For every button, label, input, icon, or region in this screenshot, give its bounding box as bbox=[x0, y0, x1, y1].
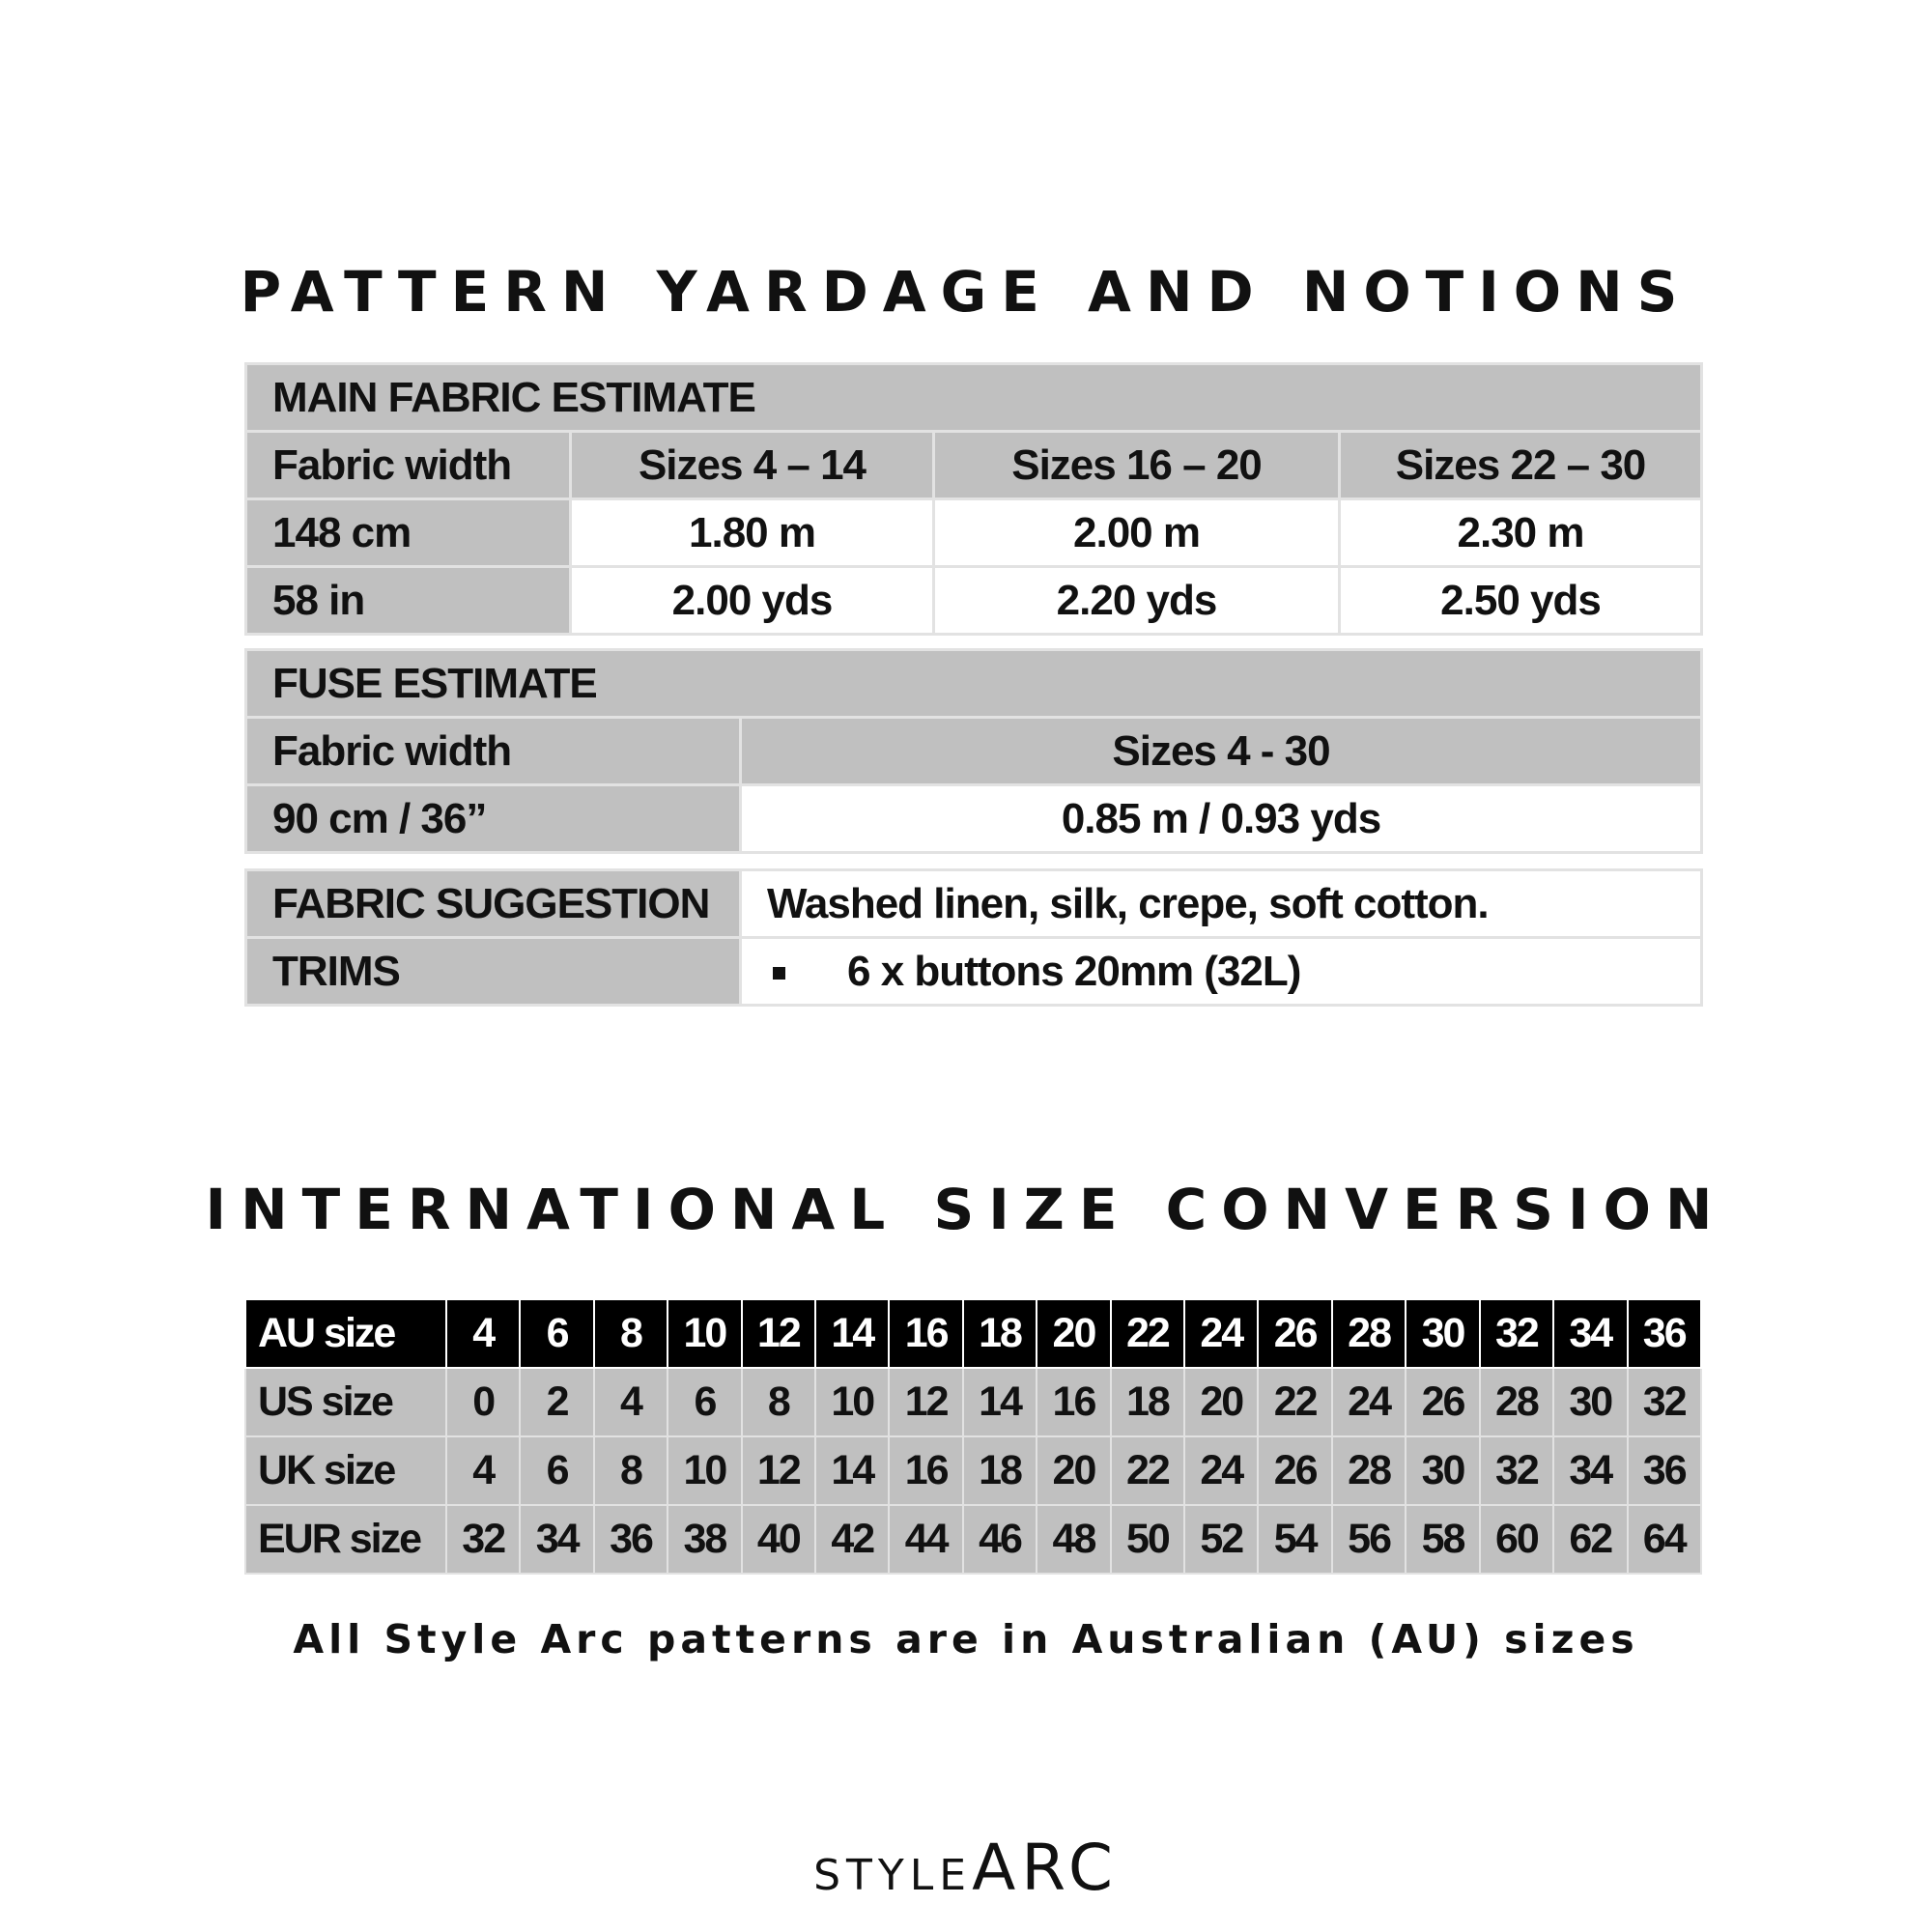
yardage-cell: 2.00 yds bbox=[571, 567, 934, 635]
table-row bbox=[246, 938, 1702, 1006]
style-arc-logo bbox=[0, 1831, 1932, 1905]
size-cell: 30 bbox=[1406, 1299, 1479, 1368]
size-cell: 4 bbox=[594, 1368, 668, 1436]
size-cell: 8 bbox=[594, 1299, 668, 1368]
fabric-width-label: Fabric width bbox=[246, 718, 741, 785]
size-cell: 10 bbox=[668, 1299, 741, 1368]
yardage-cell: 2.20 yds bbox=[934, 567, 1340, 635]
size-cell: 14 bbox=[963, 1368, 1037, 1436]
size-cell: 62 bbox=[1553, 1505, 1627, 1574]
fabric-width-label: Fabric width bbox=[246, 432, 571, 499]
size-column-header: Sizes 4 – 14 bbox=[571, 432, 934, 499]
size-cell: 44 bbox=[889, 1505, 962, 1574]
table-row bbox=[246, 499, 1702, 567]
size-cell: 8 bbox=[594, 1436, 668, 1505]
size-cell: 20 bbox=[1037, 1436, 1110, 1505]
size-cell: 26 bbox=[1258, 1299, 1331, 1368]
size-cell: 38 bbox=[668, 1505, 741, 1574]
size-cell: 64 bbox=[1628, 1505, 1701, 1574]
size-cell: 6 bbox=[520, 1299, 593, 1368]
size-cell: 22 bbox=[1111, 1299, 1184, 1368]
fabric-suggestion-label: FABRIC SUGGESTION bbox=[246, 870, 741, 938]
conversion-title: INTERNATIONAL SIZE CONVERSION bbox=[205, 1177, 1727, 1242]
size-cell: 34 bbox=[1553, 1436, 1627, 1505]
size-cell: 36 bbox=[1628, 1436, 1701, 1505]
size-cell: 2 bbox=[520, 1368, 593, 1436]
trim-item: 6 x buttons 20mm (32L) bbox=[847, 947, 1301, 995]
size-cell: 50 bbox=[1111, 1505, 1184, 1574]
size-column-header: Sizes 22 – 30 bbox=[1340, 432, 1702, 499]
table-row bbox=[245, 1436, 1701, 1505]
yardage-cell: 2.50 yds bbox=[1340, 567, 1702, 635]
size-cell: 36 bbox=[594, 1505, 668, 1574]
size-column-header: Sizes 16 – 20 bbox=[934, 432, 1340, 499]
size-cell: 52 bbox=[1184, 1505, 1258, 1574]
size-cell: 20 bbox=[1037, 1299, 1110, 1368]
size-cell: 24 bbox=[1184, 1299, 1258, 1368]
size-cell: 40 bbox=[742, 1505, 815, 1574]
fuse-heading: FUSE ESTIMATE bbox=[246, 650, 1702, 718]
size-cell: 6 bbox=[520, 1436, 593, 1505]
yardage-cell: 1.80 m bbox=[571, 499, 934, 567]
size-cell: 16 bbox=[1037, 1368, 1110, 1436]
size-cell: 4 bbox=[446, 1436, 520, 1505]
size-cell: 36 bbox=[1628, 1299, 1701, 1368]
size-system-label: US size bbox=[245, 1368, 446, 1436]
size-cell: 20 bbox=[1184, 1368, 1258, 1436]
size-cell: 42 bbox=[815, 1505, 889, 1574]
yardage-cell: 0.85 m / 0.93 yds bbox=[741, 785, 1702, 853]
logo-style: STYLE bbox=[813, 1851, 973, 1900]
size-cell: 32 bbox=[446, 1505, 520, 1574]
fabric-suggestion-table bbox=[244, 868, 1703, 1007]
size-cell: 30 bbox=[1553, 1368, 1627, 1436]
size-cell: 30 bbox=[1406, 1436, 1479, 1505]
size-cell: 14 bbox=[815, 1436, 889, 1505]
size-cell: 56 bbox=[1332, 1505, 1406, 1574]
fabric-suggestion-value: Washed linen, silk, crepe, soft cotton. bbox=[741, 870, 1702, 938]
size-cell: 18 bbox=[963, 1436, 1037, 1505]
size-cell: 16 bbox=[889, 1436, 962, 1505]
logo-arc: ARC bbox=[972, 1831, 1119, 1905]
size-cell: 22 bbox=[1258, 1368, 1331, 1436]
size-cell: 16 bbox=[889, 1299, 962, 1368]
size-cell: 32 bbox=[1628, 1368, 1701, 1436]
size-cell: 28 bbox=[1332, 1299, 1406, 1368]
table-row bbox=[246, 785, 1702, 853]
size-cell: 48 bbox=[1037, 1505, 1110, 1574]
size-cell: 28 bbox=[1480, 1368, 1553, 1436]
au-sizes-note: All Style Arc patterns are in Australian (AU) sizes bbox=[293, 1616, 1639, 1662]
table-row bbox=[246, 870, 1702, 938]
size-cell: 0 bbox=[446, 1368, 520, 1436]
size-cell: 10 bbox=[668, 1436, 741, 1505]
size-cell: 60 bbox=[1480, 1505, 1553, 1574]
trims-value bbox=[741, 938, 1702, 1006]
size-cell: 18 bbox=[1111, 1368, 1184, 1436]
trims-label: TRIMS bbox=[246, 938, 741, 1006]
size-cell: 28 bbox=[1332, 1436, 1406, 1505]
size-cell: 22 bbox=[1111, 1436, 1184, 1505]
table-row bbox=[245, 1368, 1701, 1436]
size-cell: 24 bbox=[1332, 1368, 1406, 1436]
size-cell: 34 bbox=[520, 1505, 593, 1574]
bullet-icon bbox=[773, 967, 785, 980]
table-row bbox=[246, 567, 1702, 635]
size-cell: 6 bbox=[668, 1368, 741, 1436]
size-system-label: EUR size bbox=[245, 1505, 446, 1574]
size-conversion-table bbox=[244, 1298, 1702, 1575]
size-cell: 18 bbox=[963, 1299, 1037, 1368]
table-row bbox=[245, 1505, 1701, 1574]
size-cell: 32 bbox=[1480, 1436, 1553, 1505]
size-cell: 34 bbox=[1553, 1299, 1627, 1368]
size-cell: 26 bbox=[1406, 1368, 1479, 1436]
yardage-cell: 2.00 m bbox=[934, 499, 1340, 567]
yardage-title: PATTERN YARDAGE AND NOTIONS bbox=[240, 259, 1692, 325]
size-cell: 12 bbox=[742, 1436, 815, 1505]
table-row bbox=[245, 1299, 1701, 1368]
size-cell: 12 bbox=[742, 1299, 815, 1368]
size-column-header: Sizes 4 - 30 bbox=[741, 718, 1702, 785]
size-cell: 54 bbox=[1258, 1505, 1331, 1574]
main-fabric-heading: MAIN FABRIC ESTIMATE bbox=[246, 364, 1702, 432]
size-cell: 58 bbox=[1406, 1505, 1479, 1574]
size-cell: 14 bbox=[815, 1299, 889, 1368]
fabric-width-value: 148 cm bbox=[246, 499, 571, 567]
size-cell: 8 bbox=[742, 1368, 815, 1436]
size-system-label: AU size bbox=[245, 1299, 446, 1368]
size-system-label: UK size bbox=[245, 1436, 446, 1505]
fabric-width-value: 90 cm / 36” bbox=[246, 785, 741, 853]
size-cell: 24 bbox=[1184, 1436, 1258, 1505]
size-cell: 46 bbox=[963, 1505, 1037, 1574]
fuse-table bbox=[244, 648, 1703, 854]
size-cell: 4 bbox=[446, 1299, 520, 1368]
main-fabric-table bbox=[244, 362, 1703, 636]
size-cell: 32 bbox=[1480, 1299, 1553, 1368]
yardage-cell: 2.30 m bbox=[1340, 499, 1702, 567]
size-cell: 26 bbox=[1258, 1436, 1331, 1505]
fabric-width-value: 58 in bbox=[246, 567, 571, 635]
size-cell: 10 bbox=[815, 1368, 889, 1436]
size-cell: 12 bbox=[889, 1368, 962, 1436]
